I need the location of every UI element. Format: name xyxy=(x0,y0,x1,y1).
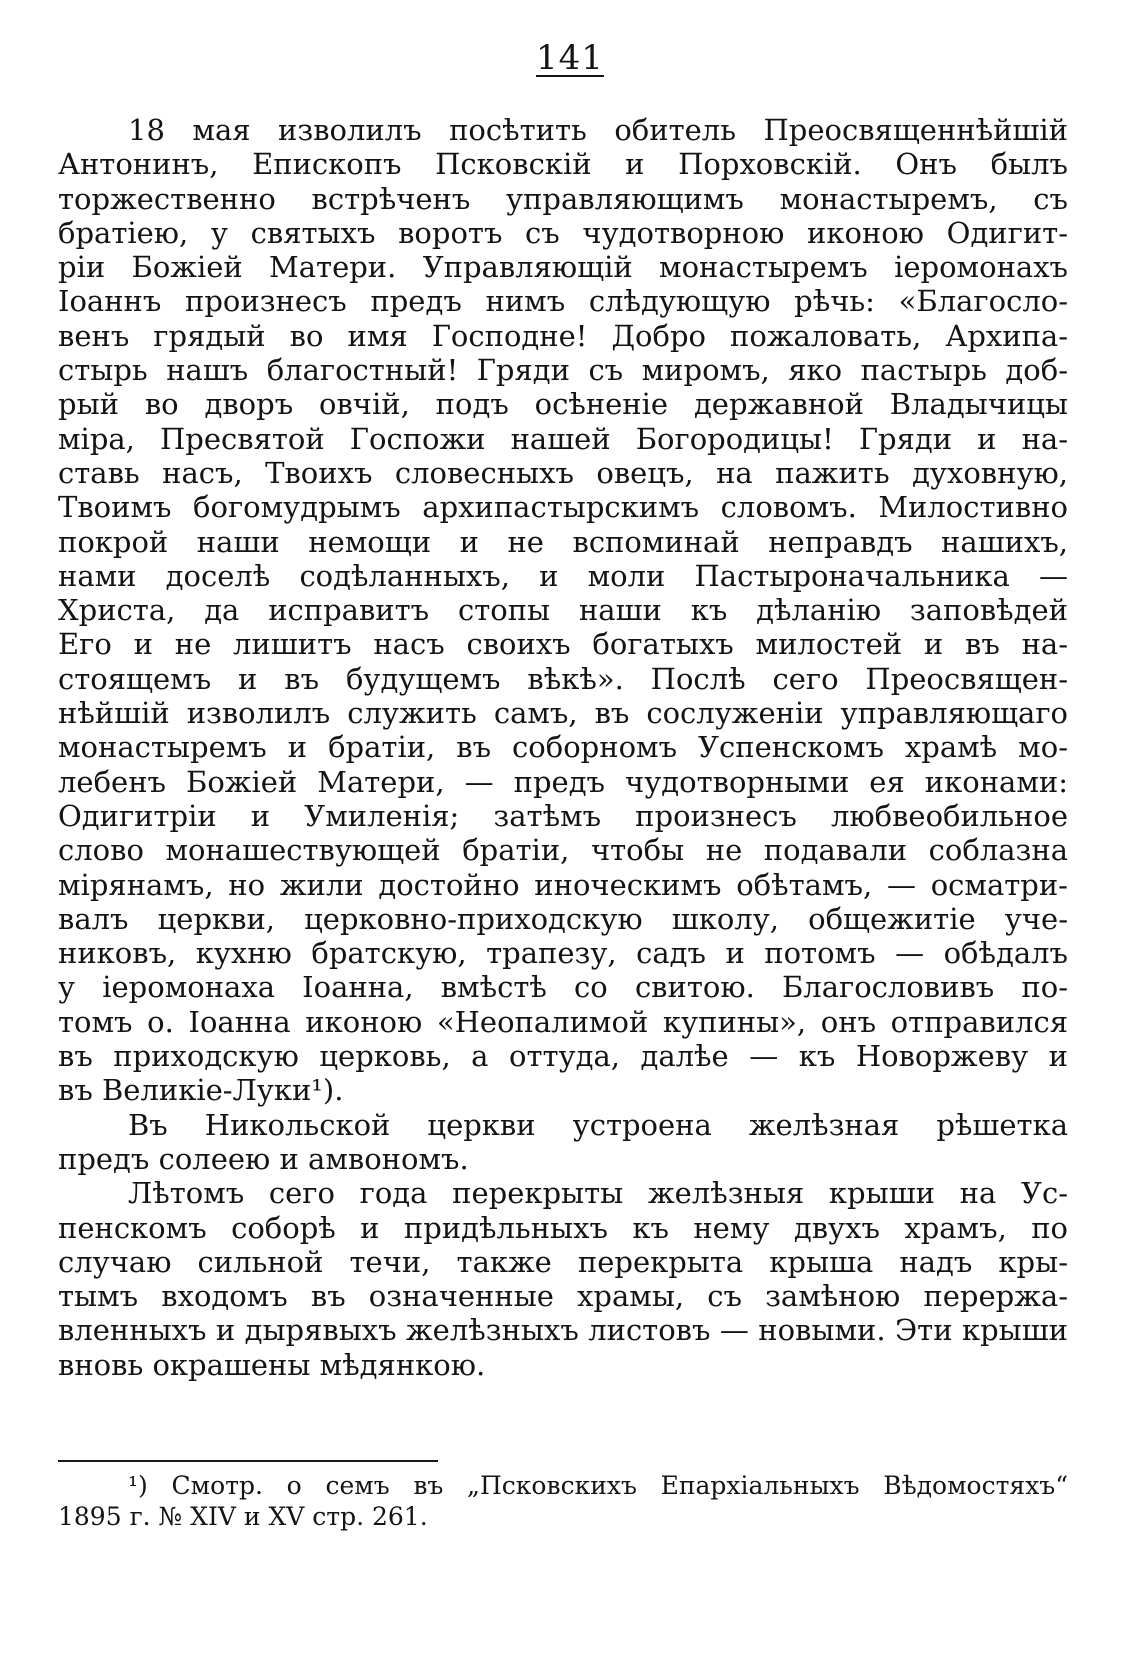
paragraph-visit xyxy=(58,113,1068,1108)
footnotes xyxy=(58,1470,1068,1532)
text-line: Его и не лишитъ насъ своихъ богатыхъ милостей и въ на- xyxy=(58,627,1068,662)
text-line: венъ грядый во имя Господне! Добро пожаловать, Архипа- xyxy=(58,318,1068,353)
text-line: нами доселѣ содѣланныхъ, и моли Пастыроначальника — xyxy=(58,558,1068,593)
body-text xyxy=(58,113,1068,1382)
text-line: торжественно встрѣченъ управляющимъ монастыремъ, съ xyxy=(58,181,1068,216)
text-line: пенскомъ соборѣ и придѣльныхъ къ нему двухъ храмъ, по xyxy=(58,1210,1068,1245)
footnote-divider xyxy=(58,1460,438,1462)
text-line: Въ Никольской церкви устроена желѣзная рѣшетка xyxy=(128,1107,1068,1142)
text-line: никовъ, кухню братскую, трапезу, садъ и потомъ — обѣдалъ xyxy=(58,936,1068,971)
text-line: томъ о. Іоанна иконою «Неопалимой купины», онъ отправился xyxy=(58,1004,1068,1039)
text-line: стырь нашъ благостный! Гряди съ миромъ, яко пастырь доб- xyxy=(58,353,1068,388)
text-line: тымъ входомъ въ означенные храмы, съ замѣною перержа- xyxy=(58,1279,1068,1314)
text-line: братіею, у святыхъ воротъ съ чудотворною иконою Одигит- xyxy=(58,215,1068,250)
paragraph-roofs xyxy=(58,1176,1068,1382)
text-line: 18 мая изволилъ посѣтить обитель Преосвященнѣйшій xyxy=(128,113,1068,147)
text-line: Іоаннъ произнесъ предъ нимъ слѣдующую рѣчь: «Благосло- xyxy=(58,284,1068,319)
text-line: ріи Божіей Матери. Управляющій монастыремъ іеромонахъ xyxy=(58,250,1068,285)
text-line: слово монашествующей братіи, чтобы не подавали соблазна xyxy=(58,833,1068,868)
text-line: покрой наши немощи и не вспоминай неправдъ нашихъ, xyxy=(58,524,1068,559)
text-line: лебенъ Божіей Матери, — предъ чудотворными ея иконами: xyxy=(58,764,1068,799)
text-line: валъ церкви, церковно-приходскую школу, общежитіе уче- xyxy=(58,901,1068,936)
text-line: у іеромонаха Іоанна, вмѣстѣ со свитою. Благословивъ по- xyxy=(58,970,1068,1005)
page-number: 141 xyxy=(536,38,604,78)
text-line: Христа, да исправитъ стопы наши къ дѣланію заповѣдей xyxy=(58,593,1068,628)
text-line: Антонинъ, Епископъ Псковскій и Порховскій. Онъ былъ xyxy=(58,147,1068,182)
text-line: стоящемъ и въ будущемъ вѣкѣ». Послѣ сего Преосвящен- xyxy=(58,661,1068,696)
text-line: нѣйшій изволилъ служить самъ, въ сослуженіи управляющаго xyxy=(58,696,1068,731)
text-line: вленныхъ и дырявыхъ желѣзныхъ листовъ — новыми. Эти крыши xyxy=(58,1313,1068,1348)
text-line: случаю сильной течи, также перекрыта крыша надъ кры- xyxy=(58,1244,1068,1279)
text-line: Лѣтомъ сего года перекрыты желѣзныя крыши на Ус- xyxy=(128,1176,1068,1211)
text-line: въ приходскую церковь, а оттуда, далѣе — къ Новоржеву и xyxy=(58,1039,1068,1074)
footnote-line: ¹) Смотр. о семъ въ „Псковскихъ Епархіальныхъ Вѣдомостяхъ“ xyxy=(128,1471,1068,1500)
text-line: ставь насъ, Твоихъ словесныхъ овецъ, на пажить духовную, xyxy=(58,455,1068,490)
text-line: Одигитріи и Умиленія; затѣмъ произнесъ любвеобильное xyxy=(58,798,1068,833)
text-line: міра, Пресвятой Госпожи нашей Богородицы! Гряди и на- xyxy=(58,421,1068,456)
text-line: въ Великіе-Луки¹). xyxy=(58,1073,344,1108)
text-line: мірянамъ, но жили достойно иноческимъ обѣтамъ, — осматри- xyxy=(58,867,1068,902)
text-line: Твоимъ богомудрымъ архипастырскимъ словомъ. Милостивно xyxy=(58,490,1068,525)
paragraph-grille xyxy=(58,1108,1068,1177)
text-line: предъ солеею и амвономъ. xyxy=(58,1141,469,1176)
text-line: рый во дворъ овчій, подъ осѣненіе державной Владычицы xyxy=(58,387,1068,422)
text-line: монастыремъ и братіи, въ соборномъ Успенскомъ храмѣ мо- xyxy=(58,730,1068,765)
footnote-line: 1895 г. № XIV и XV стр. 261. xyxy=(58,1502,428,1531)
text-line: вновь окрашены мѣдянкою. xyxy=(58,1347,486,1382)
